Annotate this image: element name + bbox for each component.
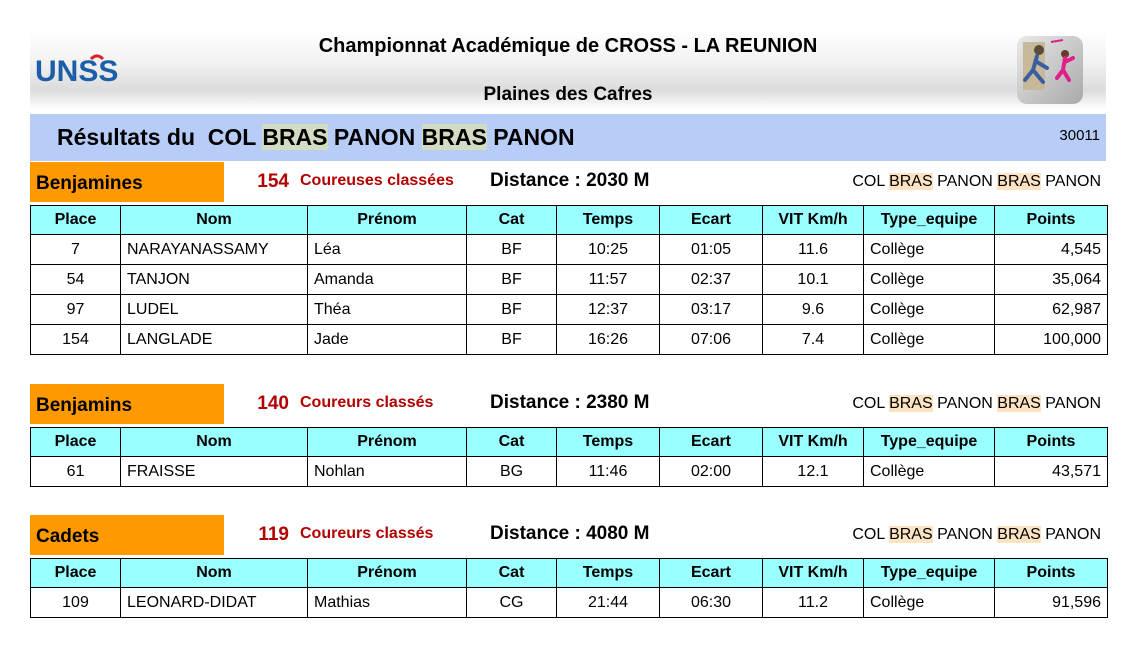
table-cell: 4,545 [995, 235, 1108, 265]
table-cell: Collège [864, 325, 995, 355]
column-header: Ecart [660, 559, 763, 588]
table-cell: 07:06 [660, 325, 763, 355]
column-header: Temps [557, 559, 660, 588]
column-header: Points [995, 559, 1108, 588]
page-header [30, 30, 1106, 110]
table-cell: 54 [31, 265, 121, 295]
table-cell: Amanda [308, 265, 467, 295]
table-row [31, 265, 1108, 295]
results-title: Résultats du COL BRAS PANON BRAS PANON [57, 124, 575, 150]
column-header: Place [31, 559, 121, 588]
table-row [31, 588, 1108, 618]
table-cell: 10:25 [557, 235, 660, 265]
table-cell: 97 [31, 295, 121, 325]
table-cell: Collège [864, 295, 995, 325]
race-distance: Distance : 2380 M [490, 392, 650, 413]
svg-text:UNSS: UNSS [35, 55, 119, 88]
table-cell: 02:00 [660, 457, 763, 487]
column-header: Ecart [660, 428, 763, 457]
column-header: Points [995, 428, 1108, 457]
table-cell: 43,571 [995, 457, 1108, 487]
table-cell: 9.6 [763, 295, 864, 325]
table-cell: LEONARD-DIDAT [121, 588, 308, 618]
table-row [31, 235, 1108, 265]
page-title: Championnat Académique de CROSS - LA REUNION [318, 35, 818, 57]
table-cell: 12:37 [557, 295, 660, 325]
table-cell: BF [467, 265, 557, 295]
category-label: Cadets [36, 526, 100, 547]
table-cell: 16:26 [557, 325, 660, 355]
table-cell: 10.1 [763, 265, 864, 295]
table-cell: 21:44 [557, 588, 660, 618]
race-distance: Distance : 4080 M [490, 523, 650, 544]
table-cell: Collège [864, 457, 995, 487]
runner-count: 140 [257, 393, 289, 414]
school-name: COL BRAS PANON BRAS PANON [852, 526, 1101, 543]
table-cell: 7.4 [763, 325, 864, 355]
table-cell: 109 [31, 588, 121, 618]
results-table [30, 427, 1108, 487]
table-cell: 100,000 [995, 325, 1108, 355]
column-header: Ecart [660, 206, 763, 235]
category-box [30, 162, 224, 202]
table-cell: BF [467, 325, 557, 355]
table-cell: NARAYANASSAMY [121, 235, 308, 265]
table-cell: FRAISSE [121, 457, 308, 487]
table-cell: 35,064 [995, 265, 1108, 295]
table-cell: 03:17 [660, 295, 763, 325]
column-header: VIT Km/h [763, 428, 864, 457]
runner-count-label: Coureuses classées [300, 172, 454, 189]
table-cell: 154 [31, 325, 121, 355]
table-row [31, 457, 1108, 487]
results-table [30, 205, 1108, 355]
table-cell: 01:05 [660, 235, 763, 265]
table-row [31, 295, 1108, 325]
table-cell: BG [467, 457, 557, 487]
table-cell: BF [467, 295, 557, 325]
table-cell: 11:46 [557, 457, 660, 487]
category-label: Benjamins [36, 395, 133, 416]
table-cell: LANGLADE [121, 325, 308, 355]
table-cell: LUDEL [121, 295, 308, 325]
table-header-row [31, 559, 1108, 588]
table-cell: 11.6 [763, 235, 864, 265]
table-cell: Collège [864, 588, 995, 618]
column-header: Nom [121, 428, 308, 457]
table-cell: Nohlan [308, 457, 467, 487]
table-cell: 61 [31, 457, 121, 487]
school-name: COL BRAS PANON BRAS PANON [852, 173, 1101, 190]
column-header: Cat [467, 206, 557, 235]
race-distance: Distance : 2030 M [490, 170, 650, 191]
column-header: Cat [467, 559, 557, 588]
table-cell: Collège [864, 265, 995, 295]
results-table [30, 558, 1108, 618]
column-header: Prénom [308, 206, 467, 235]
column-header: VIT Km/h [763, 559, 864, 588]
runner-count-label: Coureurs classés [300, 525, 434, 542]
category-label: Benjamines [36, 173, 143, 194]
table-cell: 11:57 [557, 265, 660, 295]
column-header: Type_equipe [864, 559, 995, 588]
column-header: VIT Km/h [763, 206, 864, 235]
table-cell: 62,987 [995, 295, 1108, 325]
table-cell: TANJON [121, 265, 308, 295]
table-cell: Collège [864, 235, 995, 265]
column-header: Place [31, 206, 121, 235]
table-cell: Mathias [308, 588, 467, 618]
table-cell: 91,596 [995, 588, 1108, 618]
table-cell: 7 [31, 235, 121, 265]
category-box [30, 384, 224, 424]
table-header-row [31, 428, 1108, 457]
column-header: Temps [557, 206, 660, 235]
column-header: Nom [121, 206, 308, 235]
table-cell: BF [467, 235, 557, 265]
school-code: 30011 [1059, 127, 1100, 144]
results-banner [30, 114, 1106, 161]
table-row [31, 325, 1108, 355]
table-cell: 06:30 [660, 588, 763, 618]
column-header: Points [995, 206, 1108, 235]
table-cell: Jade [308, 325, 467, 355]
school-name: COL BRAS PANON BRAS PANON [852, 395, 1101, 412]
table-header-row [31, 206, 1108, 235]
column-header: Type_equipe [864, 206, 995, 235]
column-header: Cat [467, 428, 557, 457]
runner-count: 119 [258, 524, 289, 545]
column-header: Nom [121, 559, 308, 588]
column-header: Temps [557, 428, 660, 457]
column-header: Prénom [308, 559, 467, 588]
table-cell: 02:37 [660, 265, 763, 295]
runners-mascot-icon [1017, 36, 1083, 104]
page-subtitle: Plaines des Cafres [483, 84, 653, 105]
table-cell: 12.1 [763, 457, 864, 487]
column-header: Place [31, 428, 121, 457]
runner-count: 154 [257, 171, 289, 192]
runner-count-label: Coureurs classés [300, 394, 434, 411]
column-header: Type_equipe [864, 428, 995, 457]
column-header: Prénom [308, 428, 467, 457]
table-cell: Léa [308, 235, 467, 265]
category-box [30, 515, 224, 555]
table-cell: 11.2 [763, 588, 864, 618]
table-cell: CG [467, 588, 557, 618]
table-cell: Théa [308, 295, 467, 325]
